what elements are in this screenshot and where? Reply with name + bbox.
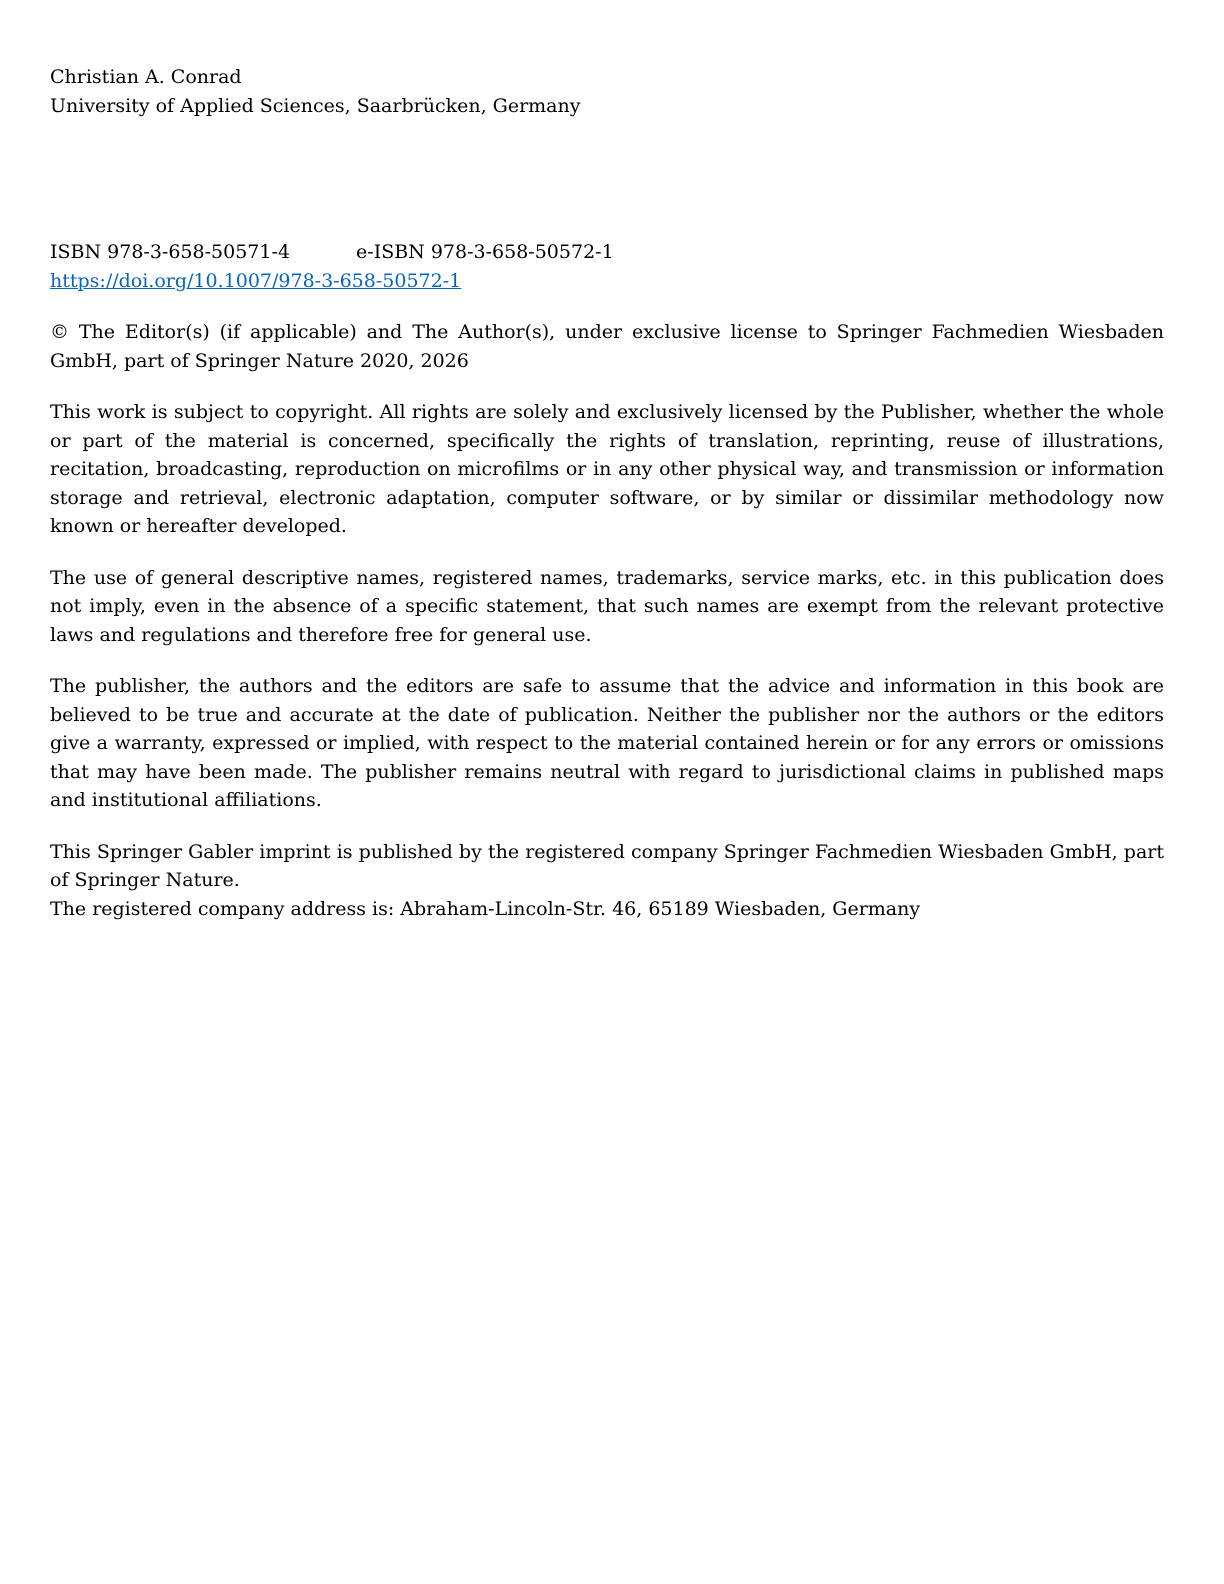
rights-paragraph: This work is subject to copyright. All rights are solely and exclusively licensed by the Publisher, whether the whole or part of the material is concerned, specifically the rights of translation, reprinting, reuse of illustrations, recitation, broadcasting, reproduction on microfilms or in any other physical way, and transmission or information storage and retrieval, electronic adaptation, computer software, or by similar or dissimilar methodology now known or hereafter developed.	[50, 401, 1164, 537]
trademarks-paragraph: The use of general descriptive names, registered names, trademarks, service marks, etc. in this publication does not imply, even in the absence of a specific statement, that such names are exempt from the relevant protective laws and regulations and therefore free for general use.	[50, 566, 1164, 646]
doi-link[interactable]: https://doi.org/10.1007/978-3-658-50572-1	[50, 269, 462, 292]
copyright-page	[50, 63, 1164, 946]
copyright-notice: © The Editor(s) (if applicable) and The Author(s), under exclusive license to Springer Fachmedien Wiesbaden GmbH, part of Springer Nature 2020, 2026	[50, 321, 1164, 372]
imprint-address: The registered company address is: Abraham-Lincoln-Str. 46, 65189 Wiesbaden, Germany	[50, 897, 921, 920]
author-affiliation: University of Applied Sciences, Saarbrücken, Germany	[50, 94, 581, 117]
print-isbn: ISBN 978-3-658-50571-4	[50, 241, 290, 263]
author-name: Christian A. Conrad	[50, 66, 242, 88]
doi-line	[50, 267, 1164, 296]
isbn-row	[50, 238, 1164, 267]
electronic-isbn: e-ISBN 978-3-658-50572-1	[356, 241, 614, 263]
spacer	[50, 120, 1164, 238]
imprint-block	[50, 838, 1164, 924]
disclaimer-paragraph: The publisher, the authors and the editors are safe to assume that the advice and information in this book are believed to be true and accurate at the date of publication. Neither the publisher nor the authors or the editors give a warranty, expressed or implied, with respect to the material contained herein or for any errors or omissions that may have been made. The publisher remains neutral with regard to jurisdictional claims in published maps and institutional affiliations.	[50, 675, 1164, 811]
imprint-statement: This Springer Gabler imprint is published by the registered company Springer Fachmedien Wiesbaden GmbH, part of Springer Nature.	[50, 840, 1164, 891]
